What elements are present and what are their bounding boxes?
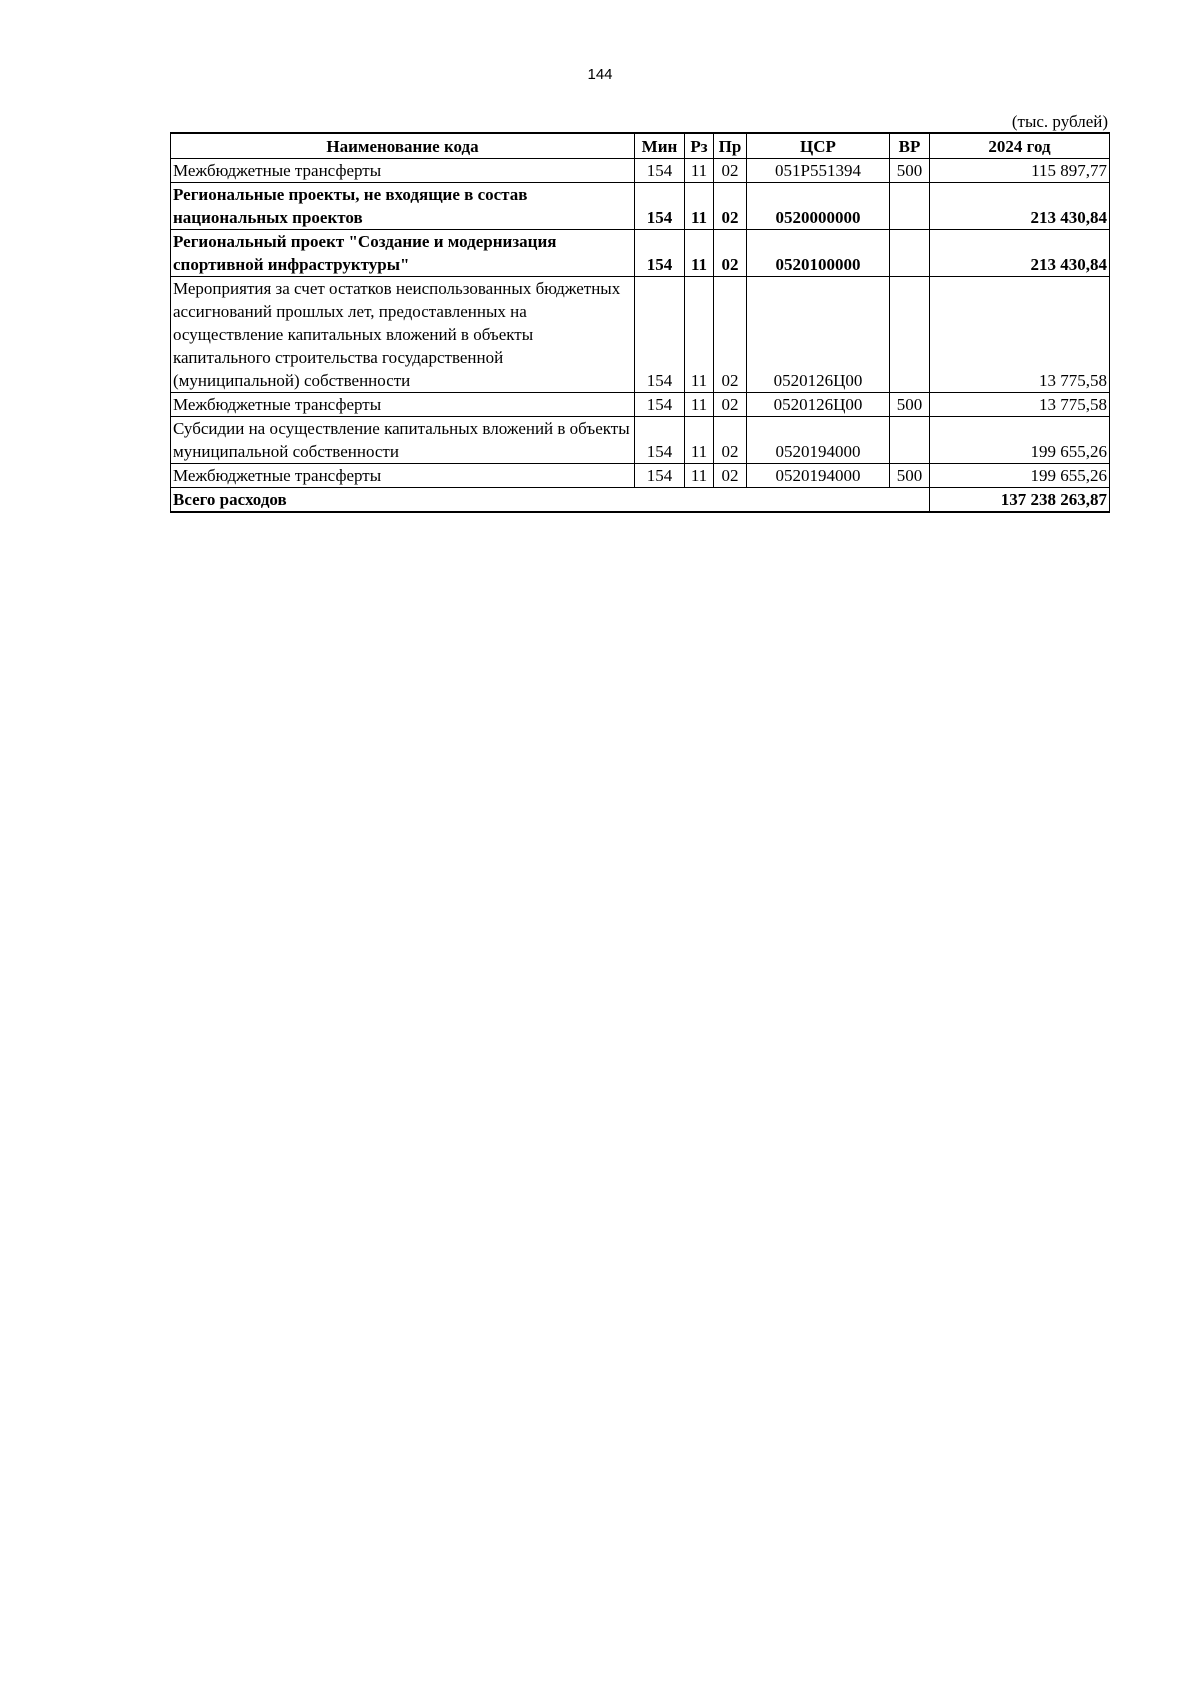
row-csr: 0520194000 [747,464,890,488]
header-rz: Рз [685,133,714,159]
row-vr: 500 [890,393,930,417]
row-rz: 11 [685,393,714,417]
table-row [171,183,1110,230]
row-min: 154 [635,230,685,277]
table-row [171,393,1110,417]
header-csr: ЦСР [747,133,890,159]
row-amount: 13 775,58 [930,393,1110,417]
row-min: 154 [635,277,685,393]
row-pr: 02 [714,277,747,393]
total-label: Всего расходов [171,488,930,513]
row-vr [890,277,930,393]
row-amount: 213 430,84 [930,230,1110,277]
row-min: 154 [635,393,685,417]
table-row [171,277,1110,393]
row-name: Межбюджетные трансферты [171,159,635,183]
row-amount: 199 655,26 [930,464,1110,488]
row-amount: 213 430,84 [930,183,1110,230]
row-rz: 11 [685,277,714,393]
row-pr: 02 [714,230,747,277]
row-vr [890,230,930,277]
budget-table [170,132,1110,513]
row-pr: 02 [714,417,747,464]
row-name: Мероприятия за счет остатков неиспользованных бюджетных ассигнований прошлых лет, предоставленных на осуществление капитальных вложений в объекты капитального строительства государственной (муниципальной) собственности [171,277,635,393]
row-name: Региональный проект "Создание и модернизация спортивной инфраструктуры" [171,230,635,277]
total-amount: 137 238 263,87 [930,488,1110,513]
row-name: Межбюджетные трансферты [171,393,635,417]
header-min: Мин [635,133,685,159]
row-csr: 0520126Ц00 [747,277,890,393]
row-csr: 0520194000 [747,417,890,464]
row-rz: 11 [685,230,714,277]
row-amount: 13 775,58 [930,277,1110,393]
table-row [171,417,1110,464]
row-amount: 199 655,26 [930,417,1110,464]
header-name: Наименование кода [171,133,635,159]
row-csr: 0520100000 [747,230,890,277]
unit-note: (тыс. рублей) [1011,112,1108,131]
row-rz: 11 [685,417,714,464]
table-row [171,464,1110,488]
row-vr [890,417,930,464]
row-amount: 115 897,77 [930,159,1110,183]
row-pr: 02 [714,464,747,488]
row-pr: 02 [714,393,747,417]
row-pr: 02 [714,159,747,183]
row-name: Региональные проекты, не входящие в состав национальных проектов [171,183,635,230]
table-row [171,159,1110,183]
total-row [171,488,1110,513]
row-min: 154 [635,464,685,488]
row-pr: 02 [714,183,747,230]
row-csr: 0520000000 [747,183,890,230]
row-rz: 11 [685,159,714,183]
row-vr [890,183,930,230]
row-csr: 0520126Ц00 [747,393,890,417]
row-rz: 11 [685,464,714,488]
header-year: 2024 год [930,133,1110,159]
row-name: Межбюджетные трансферты [171,464,635,488]
row-min: 154 [635,159,685,183]
row-vr: 500 [890,464,930,488]
row-min: 154 [635,183,685,230]
row-vr: 500 [890,159,930,183]
row-rz: 11 [685,183,714,230]
page-number: 144 [587,66,613,83]
header-pr: Пр [714,133,747,159]
table-header-row [171,133,1110,159]
table-row [171,230,1110,277]
row-csr: 051P551394 [747,159,890,183]
row-name: Субсидии на осуществление капитальных вложений в объекты муниципальной собственности [171,417,635,464]
row-min: 154 [635,417,685,464]
header-vr: ВР [890,133,930,159]
